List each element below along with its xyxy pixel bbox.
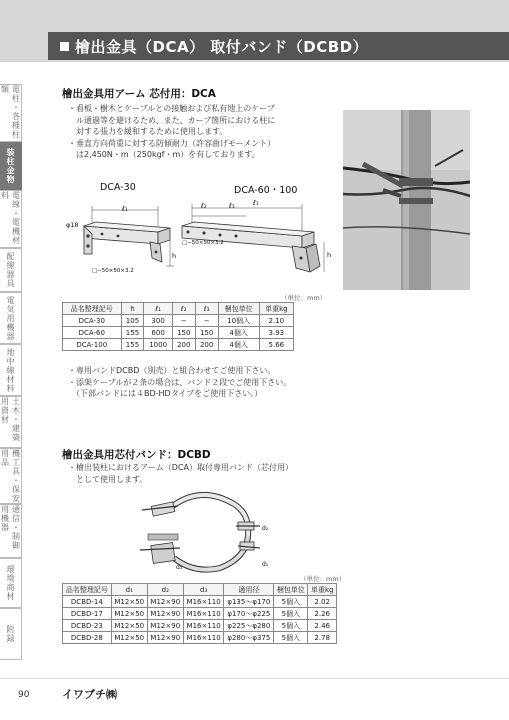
page-title: 檜出金具（DCA） 取付バンド（DCBD） — [75, 37, 369, 56]
dca-section-title: 檜出金具用アーム 芯付用：DCA — [62, 88, 216, 100]
side-tab-0[interactable]: 電柱・各種柱類 — [0, 84, 22, 142]
side-tab-6[interactable]: 土木・建築用資材 — [0, 396, 22, 448]
dca30-l1-label: ℓ₁ — [122, 205, 128, 213]
dcbd-drawing — [130, 486, 280, 574]
dca60-drawing — [174, 196, 334, 280]
dca-description: ・看板・樹木とケーブルとの接触および私有地上のケーブ ル通過等を避けるため、また、カーブ箇所における柱に 対する張力を緩和するために使用します。 ・垂直方向荷重に対する防傾耐力（許容曲げモーメント） は2,450N・m（250kgf・m）を有しております。 — [68, 104, 276, 159]
side-tab-9[interactable]: 環境商材 — [0, 558, 22, 608]
side-tab-1[interactable]: 装柱金物 — [0, 142, 22, 190]
dca30-label: DCA-30 — [100, 182, 136, 193]
dca-unit-label: （単位：mm） — [281, 294, 327, 302]
dcbd-unit-label: （単位：mm） — [300, 575, 346, 583]
page-number: 90 — [18, 690, 30, 700]
square-bullet-icon — [60, 42, 69, 51]
side-tab-7[interactable]: 機工具・保安用品 — [0, 449, 21, 503]
dca60-l1-label: ℓ₁ — [253, 199, 259, 207]
dcbd-spec-table — [62, 583, 337, 644]
dcbd-d2-label: d₂ — [262, 525, 269, 532]
side-tab-3[interactable]: 配線器具 — [0, 248, 22, 292]
table-row: DCBD-17 M12×50 M12×90 M16×110 φ170〜φ225 5個入 2.26 — [63, 608, 337, 620]
dca30-h-label: h — [172, 252, 177, 260]
table-row: DCA-30 105 300 − − 10個入 2.10 — [63, 315, 294, 327]
dca-spec-table — [62, 302, 294, 351]
table-row: DCBD-23 M12×50 M12×90 M16×110 φ225〜φ280 5個入 2.46 — [63, 620, 337, 632]
dcbd-description: ・檜出装柱におけるアーム（DCA）取付専用バンド（芯付用） として使用します。 — [68, 463, 293, 484]
side-tab-8[interactable]: 通信・制御用機器 — [0, 504, 22, 558]
dca60-l2-label: ℓ₂ — [201, 202, 207, 210]
dca60-l3-label: ℓ₃ — [229, 202, 235, 210]
table-header-row: 品名整理記号 h ℓ₁ ℓ₂ ℓ₃ 梱包単位 単重kg — [63, 303, 294, 315]
footer-divider — [0, 678, 509, 679]
dca60-h-label: h — [327, 251, 332, 259]
dcbd-d3-label: d₃ — [176, 564, 183, 571]
dca30-phi-label: φ18 — [66, 221, 79, 229]
dca60-steel-label: □−50×50×3.2 — [182, 240, 224, 246]
dca-notes: ・専用バンドDCBD（別売）と組合わせてご使用下さい。 ・添架ケーブルが２条の場合は、バンド２段でご使用下さい。 （下部バンドには４BD-HDタイプをご使用下さい。） — [68, 366, 292, 398]
side-tab-4[interactable]: 電気用機器 — [0, 292, 22, 344]
pole-photo-icon — [343, 110, 470, 290]
dca60-100-label: DCA-60・100 — [234, 185, 298, 196]
page-title-bar — [48, 32, 509, 60]
installation-photo — [343, 110, 470, 290]
dcbd-d1-label: d₁ — [262, 561, 269, 568]
table-row: DCBD-28 M12×50 M12×90 M16×110 φ280〜φ375 5個入 2.78 — [63, 632, 337, 644]
dca30-steel-label: □−50×50×3.2 — [92, 268, 134, 274]
side-tab-2[interactable]: 電線・電機材料 — [0, 190, 22, 248]
maker-name: イワブチ㈱ — [62, 688, 117, 701]
table-row: DCA-100 155 1000 200 200 4個入 5.66 — [63, 339, 294, 351]
table-row: DCA-60 155 600 150 150 4個入 3.93 — [63, 327, 294, 339]
table-row: DCBD-14 M12×50 M12×90 M16×110 φ135〜φ170 5個入 2.02 — [63, 596, 337, 608]
dcbd-section-title: 檜出金具用芯付バンド：DCBD — [62, 449, 211, 461]
side-tab-10[interactable]: 附録 — [0, 608, 22, 660]
table-header-row: 品名整理記号 d₁ d₂ d₃ 適用径 梱包単位 単重kg — [63, 584, 337, 596]
side-tab-5[interactable]: 地中線材料 — [0, 344, 22, 396]
